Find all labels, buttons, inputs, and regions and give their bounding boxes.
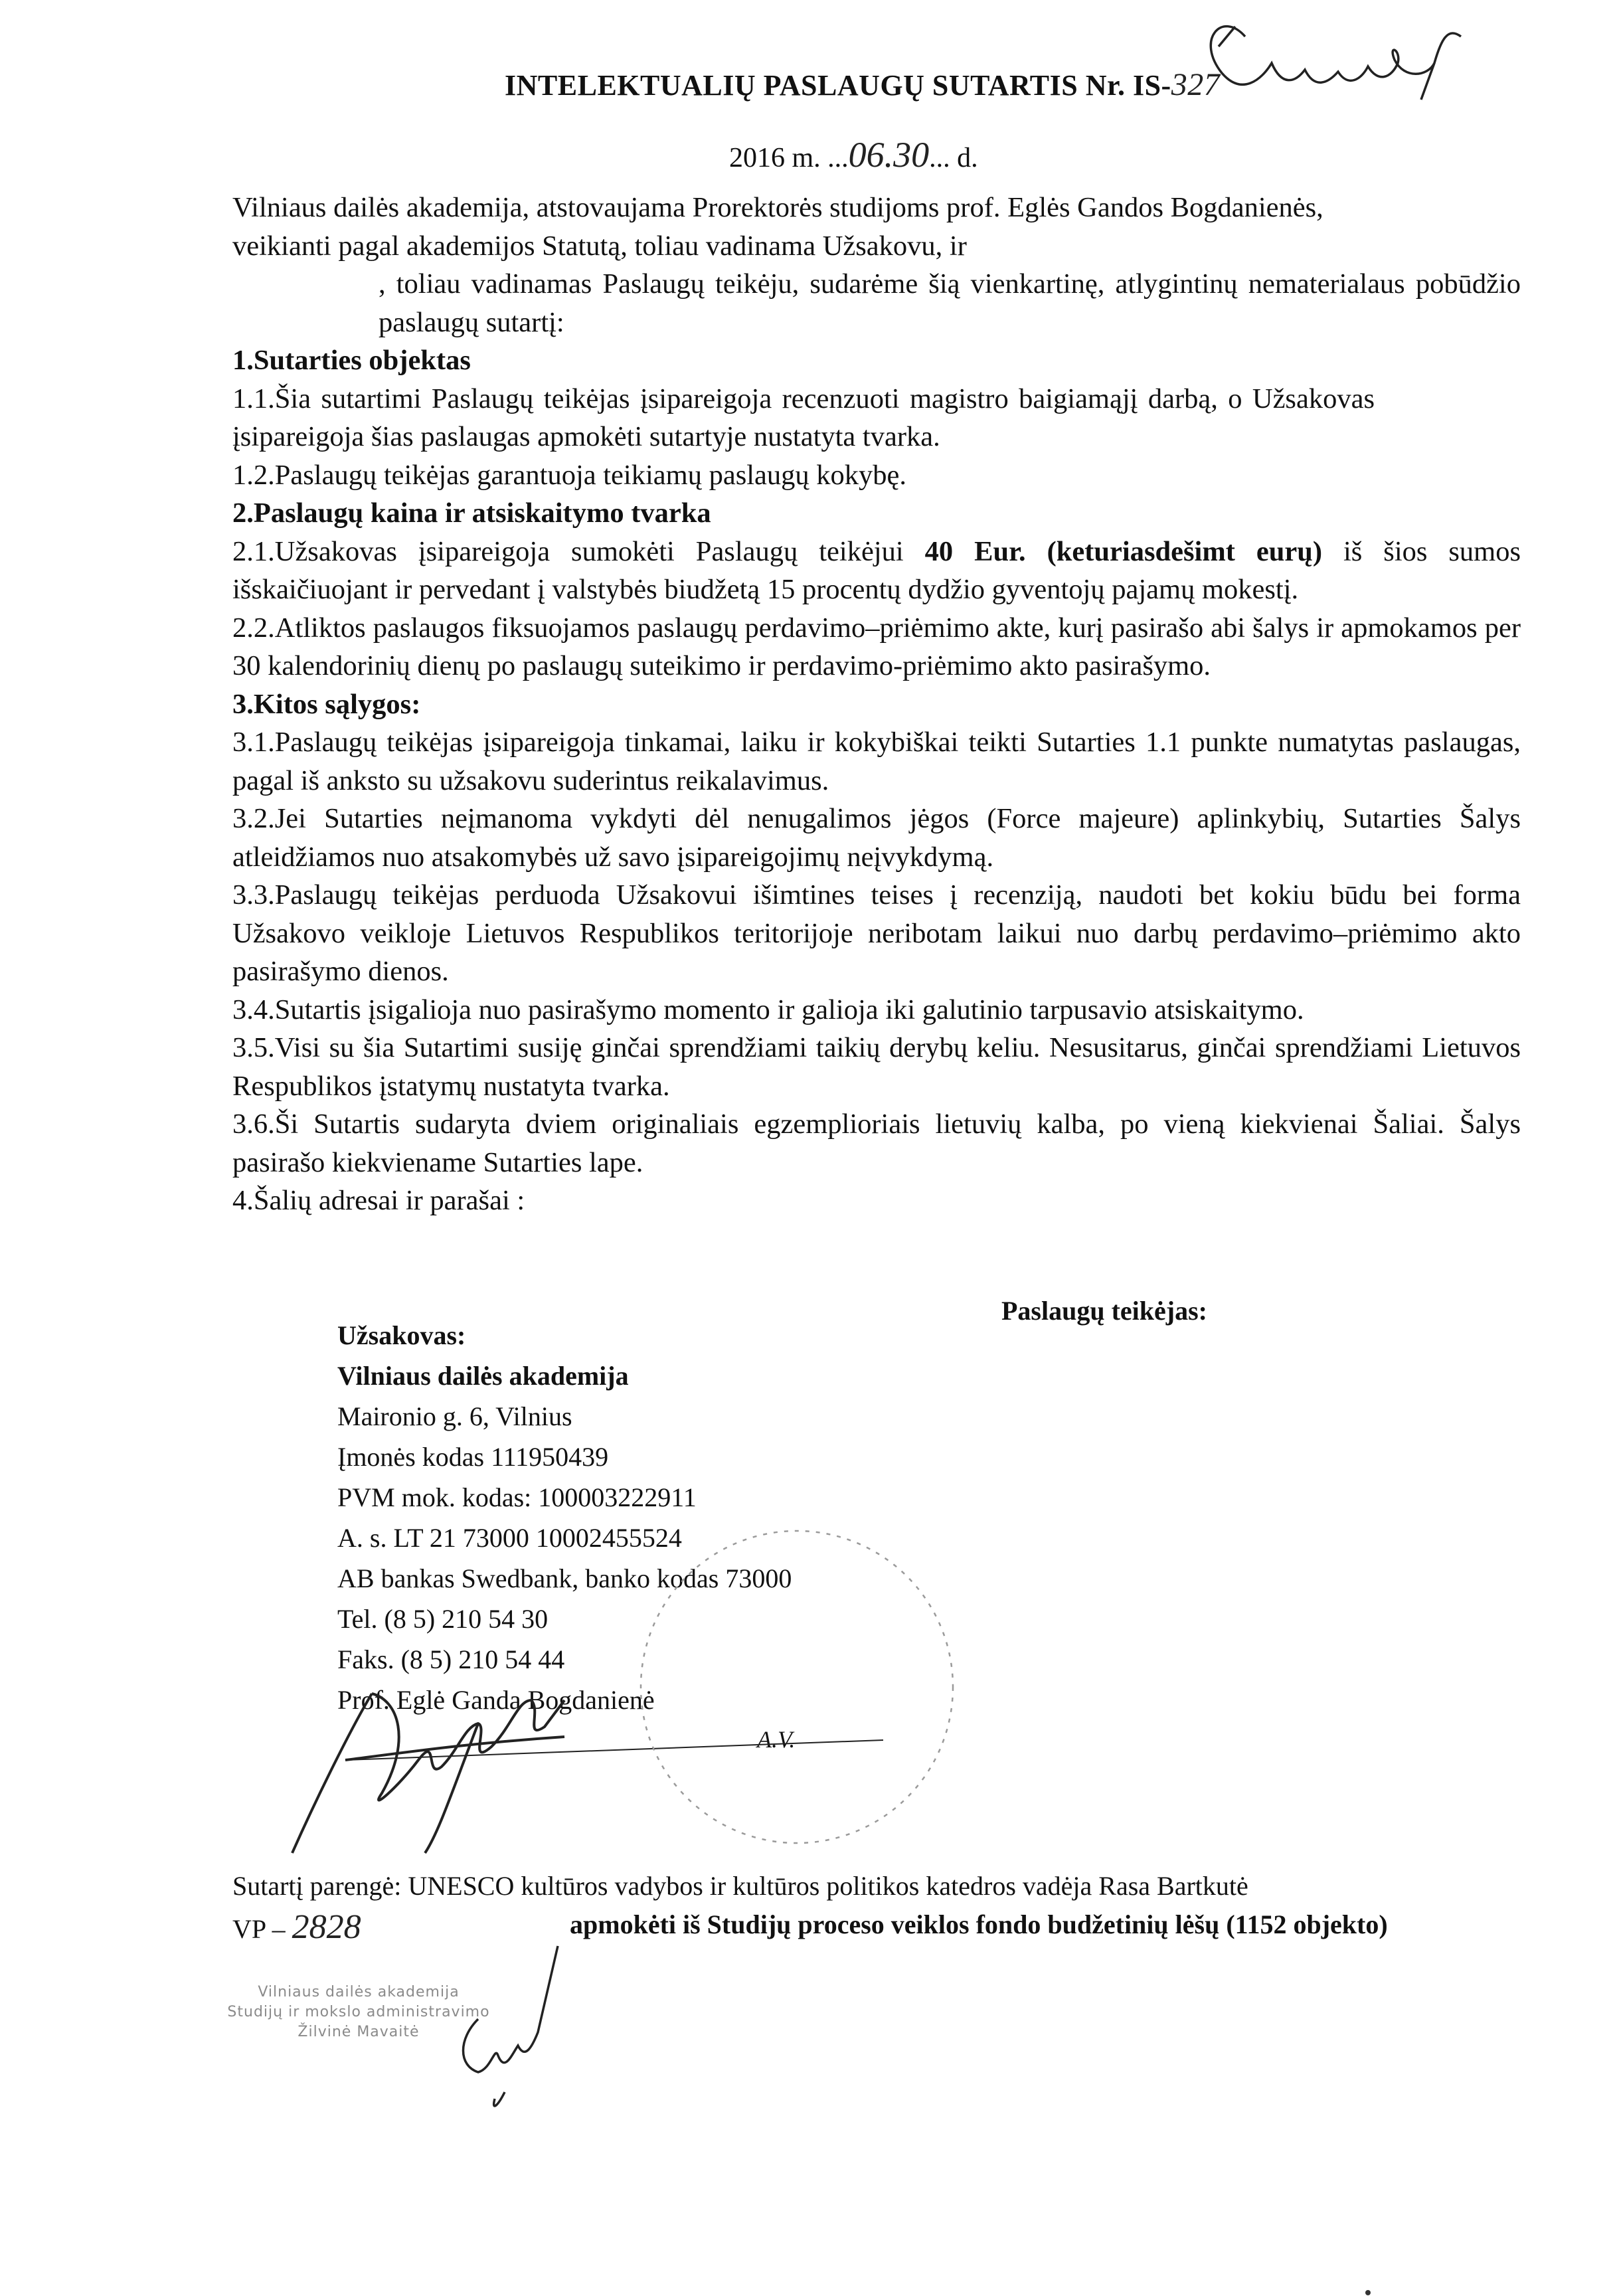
client-signatory: Prof. Eglė Ganda Bogdanienė [337,1685,655,1715]
stamp-line-1: Vilniaus dailės akademija [258,1984,460,2000]
intro-line-2: veikianti pagal akademijos Statutą, toliau vadinama Užsakovu, ir [232,230,967,262]
contract-date [729,134,978,175]
client-account: A. s. LT 21 73000 10002455524 [337,1523,682,1553]
clause-2-1 [232,533,1521,609]
intro-paragraph [232,189,1521,341]
clause-1-2: 1.2.Paslaugų teikėjas garantuoja teikiamų paslaugų kokybę. [232,459,907,491]
clause-2-2: 2.2.Atliktos paslaugos fiksuojamos paslaugų perdavimo–priėmimo akte, kurį pasirašo abi šalys ir apmokamos per 30 kalendorinių dienų po paslaugų suteikimo ir perdavimo-priėmimo akto pasirašymo. [232,612,1521,681]
contract-title-text: INTELEKTUALIŲ PASLAUGŲ SUTARTIS Nr. IS- [505,69,1171,102]
scan-speck [1365,2290,1371,2295]
clause-3-1: 3.1.Paslaugų teikėjas įsipareigoja tinkamai, laiku ir kokybiškai teikti Sutarties 1.1 punkte numatytas paslaugas, pagal iš anksto su užsakovu suderintus reikalavimus. [232,727,1521,796]
date-prefix: 2016 m. ... [729,143,849,173]
client-name: Vilniaus dailės akademija [337,1361,629,1391]
clause-3-3: 3.3.Paslaugų teikėjas perduoda Užsakovui išimtines teises į recenziją, naudoti bet kokiu būdu bei forma Užsakovo veikloje Lietuvos Respublikos teritorijoje neribotam laikui nuo darbų perdavimo–priėmimo akto pasirašymo dienos. [232,879,1521,987]
clause-2-1-start: 2.1.Užsakovas įsipareigoja sumokėti Paslaugų teikėjui [232,535,904,567]
stamp-line-2: Studijų ir mokslo administravimo [227,2004,490,2020]
client-fax: Faks. (8 5) 210 54 44 [337,1644,565,1674]
section-2-heading: 2.Paslaugų kaina ir atsiskaitymo tvarka [232,497,711,529]
vp-handwritten: 2828 [292,1908,361,1946]
client-bank: AB bankas Swedbank, banko kodas 73000 [337,1563,792,1593]
stamp-mark-label: A.V. [757,1726,796,1753]
stamp-line-3: Žilvinė Mavaitė [298,2024,420,2040]
section-4-heading: 4.Šalių adresai ir parašai : [232,1185,525,1216]
section-1 [232,341,1521,1220]
client-details [337,1315,792,1720]
date-suffix: ... d. [929,143,978,173]
section-1-heading: 1.Sutarties objektas [232,345,471,376]
clause-3-5: 3.5.Visi su šia Sutartimi susiję ginčai sprendžiami taikių derybų keliu. Nesusitarus, ginčai sprendžiami Lietuvos Respublikos įstatymų nustatyta tvarka. [232,1032,1521,1102]
clause-3-2: 3.2.Jei Sutarties neįmanoma vykdyti dėl nenugalimos jėgos (Force majeure) aplinkybių, Sutarties Šalys atleidžiamos nuo atsakomybės už savo įsipareigojimų neįvykdymą. [232,803,1521,873]
clause-2-1-end: iš šios sumos išskaičiuojant ir pervedant į valstybės biudžetą 15 procentų dydžio gyventojų pajamų mokestį. [232,535,1521,605]
top-signature [1211,27,1461,100]
provider-label: Paslaugų teikėjas: [1001,1296,1207,1326]
clause-1-1: 1.1.Šia sutartimi Paslaugų teikėjas įsipareigoja recenzuoti magistro baigiamąjį darbą, o Užsakovas įsipareigoja šias paslaugas apmokėti sutartyje nustatyta tvarka. [232,383,1375,452]
signature-line [345,1740,883,1760]
prepared-by: Sutartį parengė: UNESCO kultūros vadybos ir kultūros politikos katedros vadėja Rasa Bartkutė [232,1871,1248,1901]
client-company-code: Įmonės kodas 111950439 [337,1442,609,1472]
section-3-heading: 3.Kitos sąlygos: [232,688,421,720]
vp-prefix: VP – [232,1914,286,1944]
vp-reference [232,1907,361,1947]
client-address: Maironio g. 6, Vilnius [337,1401,572,1431]
contract-title [505,66,1220,103]
client-vat-code: PVM mok. kodas: 100003222911 [337,1482,697,1512]
intro-line-1: Vilniaus dailės akademija, atstovaujama Prorektorės studijoms prof. Eglės Gandos Bogdanienės, [232,192,1323,223]
clause-3-4: 3.4.Sutartis įsigalioja nuo pasirašymo momento ir galioja iki galutinio tarpusavio atsiskaitymo. [232,994,1304,1025]
client-phone: Tel. (8 5) 210 54 30 [337,1604,549,1634]
client-label: Užsakovas: [337,1320,466,1350]
contract-number-handwritten: 327 [1171,67,1221,102]
intro-line-3: , toliau vadinamas Paslaugų teikėju, sudarėme šią vienkartinę, atlygintinų nematerialaus pobūdžio paslaugų sutartį: [379,268,1521,338]
clause-3-6: 3.6.Ši Sutartis sudaryta dviem originaliais egzemplioriais lietuvių kalba, po vieną kiekvienai Šaliai. Šalys pasirašo kiekviename Sutarties lape. [232,1108,1521,1178]
funding-source: apmokėti iš Studijų proceso veiklos fondo budžetinių lėšų (1152 objekto) [570,1909,1388,1939]
clause-2-1-amount: 40 Eur. (keturiasdešimt eurų) [924,535,1323,567]
date-handwritten: 06.30 [848,135,930,175]
registration-stamp [219,1983,498,2042]
